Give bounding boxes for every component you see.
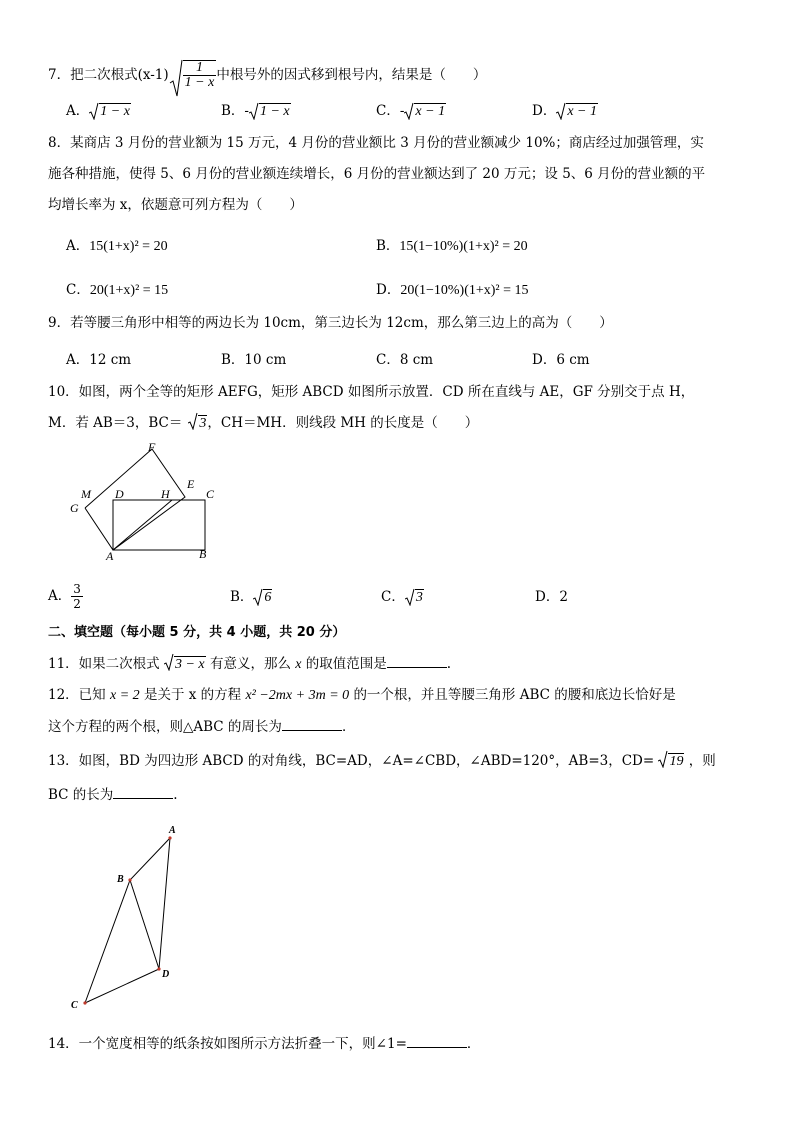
- q10-label-m: M: [81, 487, 91, 501]
- q8-line-1: 8．某商店 3 月份的营业额为 15 万元，4 月份的营业额比 3 月份的营业额减少 10%；商店经过加强管理，实: [48, 135, 704, 151]
- q8-option-d[interactable]: D．20(1−10%)(1+x)² = 15: [376, 282, 529, 298]
- q12-line-2: 这个方程的两个根，则△ABC 的周长为 ．: [48, 716, 355, 737]
- question-14: 14．一个宽度相等的纸条按如图所示方法折叠一下，则∠1= ．: [48, 1033, 480, 1054]
- q7-option-b[interactable]: B．- 1 − x: [221, 103, 290, 119]
- q7-text-a: 7．把二次根式(x-1): [48, 67, 169, 83]
- question-7: [48, 60, 486, 90]
- q8-option-b[interactable]: B．15(1−10%)(1+x)² = 20: [376, 238, 528, 254]
- q8-line-2: 施各种措施，使得 5、6 月份的营业额连续增长，6 月份的营业额达到了 20 万元；设 5、6 月份的营业额的平: [48, 166, 706, 182]
- q13-label-a: A: [169, 825, 176, 836]
- q12-answer-blank[interactable]: [282, 716, 342, 731]
- q11-answer-blank[interactable]: [387, 653, 447, 668]
- q10-label-g: G: [70, 501, 79, 515]
- q7-radical: [169, 60, 217, 90]
- q13-label-d: D: [162, 969, 170, 980]
- q7-fraction: $\frac{1}{1 - x}$: [184, 60, 215, 90]
- q10-option-a[interactable]: A． $\frac{3}{2}$: [48, 582, 81, 611]
- section-2-title: 二、填空题（每小题 5 分，共 4 小题，共 20 分）: [48, 625, 346, 640]
- q14-answer-blank[interactable]: [407, 1033, 467, 1048]
- q10-label-c: C: [206, 487, 215, 501]
- q10-line-1: 10．如图，两个全等的矩形 AEFG，矩形 ABCD 如图所示放置．CD 所在直线与 AE，GF 分别交于点 H，: [48, 384, 695, 400]
- q13-label-c: C: [71, 1000, 78, 1010]
- q7-option-d[interactable]: D． x − 1: [532, 103, 597, 119]
- q10-option-b[interactable]: B． 6: [230, 589, 272, 605]
- q10-line-2: M．若 AB＝3，BC＝ 3，CH＝MH．则线段 MH 的长度是（ ）: [48, 415, 479, 431]
- q10-label-a: A: [106, 549, 114, 563]
- q7-option-c[interactable]: C．- x − 1: [376, 103, 446, 119]
- q13-line-2: BC 的长为 .: [48, 784, 178, 805]
- q7-option-a[interactable]: A． 1 − x: [66, 103, 130, 119]
- q9-option-b[interactable]: B．10 cm: [221, 352, 287, 368]
- q13-figure: [60, 820, 190, 1010]
- q8-line-3: 均增长率为 x，依题意可列方程为（ ）: [48, 197, 303, 213]
- q8-option-c[interactable]: C．20(1+x)² = 15: [66, 282, 169, 298]
- q10-option-c[interactable]: C． 3: [381, 589, 423, 605]
- q9-option-d[interactable]: D．6 cm: [532, 352, 590, 368]
- q10-label-d: D: [115, 487, 124, 501]
- question-11: 11．如果二次根式 3 − x 有意义，那么 x 的取值范围是 .: [48, 653, 451, 675]
- q13-answer-blank[interactable]: [113, 784, 173, 799]
- q13-line-1: 13．如图，BD 为四边形 ABCD 的对角线，BC=AD，∠A=∠CBD，∠ABD=120°，AB=3，CD= 19 ，则: [48, 753, 716, 769]
- q12-line-1: 12．已知 x = 2 是关于 x 的方程 x² −2mx + 3m = 0 的一个根，并且等腰三角形 ABC 的腰和底边长恰好是: [48, 687, 676, 703]
- q10-label-f: F: [148, 440, 156, 454]
- q10-label-e: E: [187, 477, 195, 491]
- q9-option-c[interactable]: C．8 cm: [376, 352, 434, 368]
- q13-label-b: B: [117, 874, 124, 885]
- q10-option-d[interactable]: D．2: [535, 589, 568, 605]
- q8-option-a[interactable]: A．15(1+x)² = 20: [66, 238, 168, 254]
- q10-label-h: H: [161, 487, 170, 501]
- q10-label-b: B: [199, 547, 207, 561]
- q9-option-a[interactable]: A．12 cm: [66, 352, 132, 368]
- q10-figure: [60, 440, 230, 565]
- q9-text: 9．若等腰三角形中相等的两边长为 10cm，第三边长为 12cm，那么第三边上的高为（ ）: [48, 315, 613, 331]
- q7-text-b: 中根号外的因式移到根号内，结果是（ ）: [216, 67, 487, 83]
